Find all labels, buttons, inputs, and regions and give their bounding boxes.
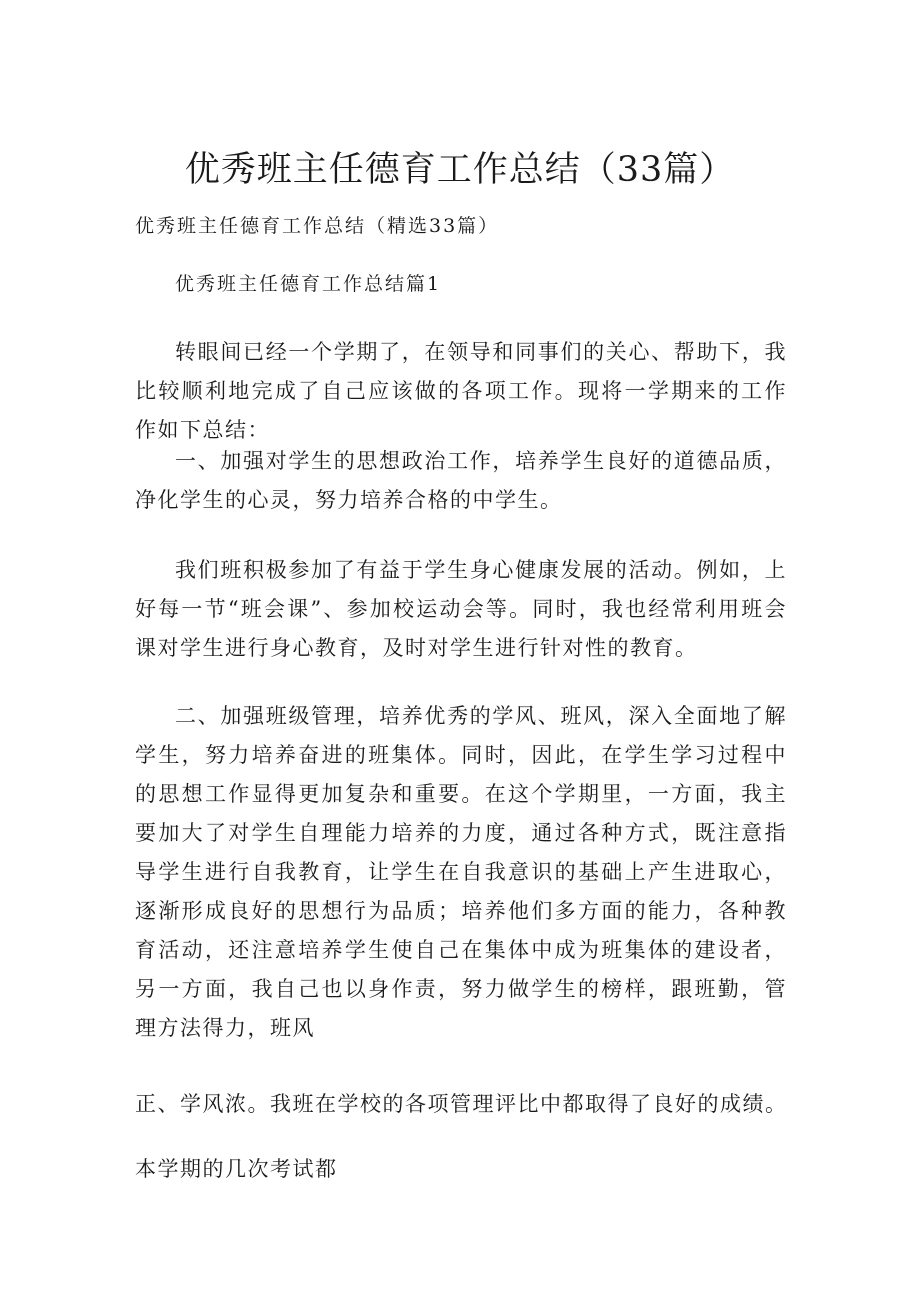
paragraph-activities: 我们班积极参加了有益于学生身心健康发展的活动。例如，上好每一节“班会课”、参加校运动会等。同时，我也经常利用班会课对学生进行身心教育，及时对学生进行针对性的教育。 — [135, 558, 787, 660]
paragraph-tail-line: 正、学风浓。我班在学校的各项管理评比中都取得了良好的成绩。 — [135, 1092, 788, 1116]
section-heading: 优秀班主任德育工作总结篇1 — [175, 273, 442, 295]
paragraph-point-one: 一、加强对学生的思想政治工作，培养学生良好的道德品质，净化学生的心灵，努力培养合格的中学生。 — [135, 449, 787, 512]
document-title: 优秀班主任德育工作总结（33篇） — [184, 150, 736, 190]
paragraph-point-two: 二、加强班级管理，培养优秀的学风、班风，深入全面地了解学生，努力培养奋进的班集体。同时，因此，在学生学习过程中的思想工作显得更加复杂和重要。在这个学期里，一方面，我主要加大了对学生自理能力培养的力度，通过各种方式，既注意指导学生进行自我教育，让学生在自我意识的基础上产生进取心，逐渐形成良好的思想行为品质；培养他们多方面的能力，各种教育活动，还注意培养学生使自己在集体中成为班集体的建设者，另一方面，我自己也以身作责，努力做学生的榜样，跟班勤，管理方法得力，班风 — [135, 704, 787, 1040]
paragraph-intro: 转眼间已经一个学期了，在领导和同事们的关心、帮助下，我比较顺利地完成了自己应该做的各项工作。现将一学期来的工作作如下总结： — [135, 340, 787, 442]
paragraph-tail-line: 本学期的几次考试都 — [135, 1157, 338, 1181]
document-subtitle: 优秀班主任德育工作总结（精选33篇） — [135, 215, 500, 237]
